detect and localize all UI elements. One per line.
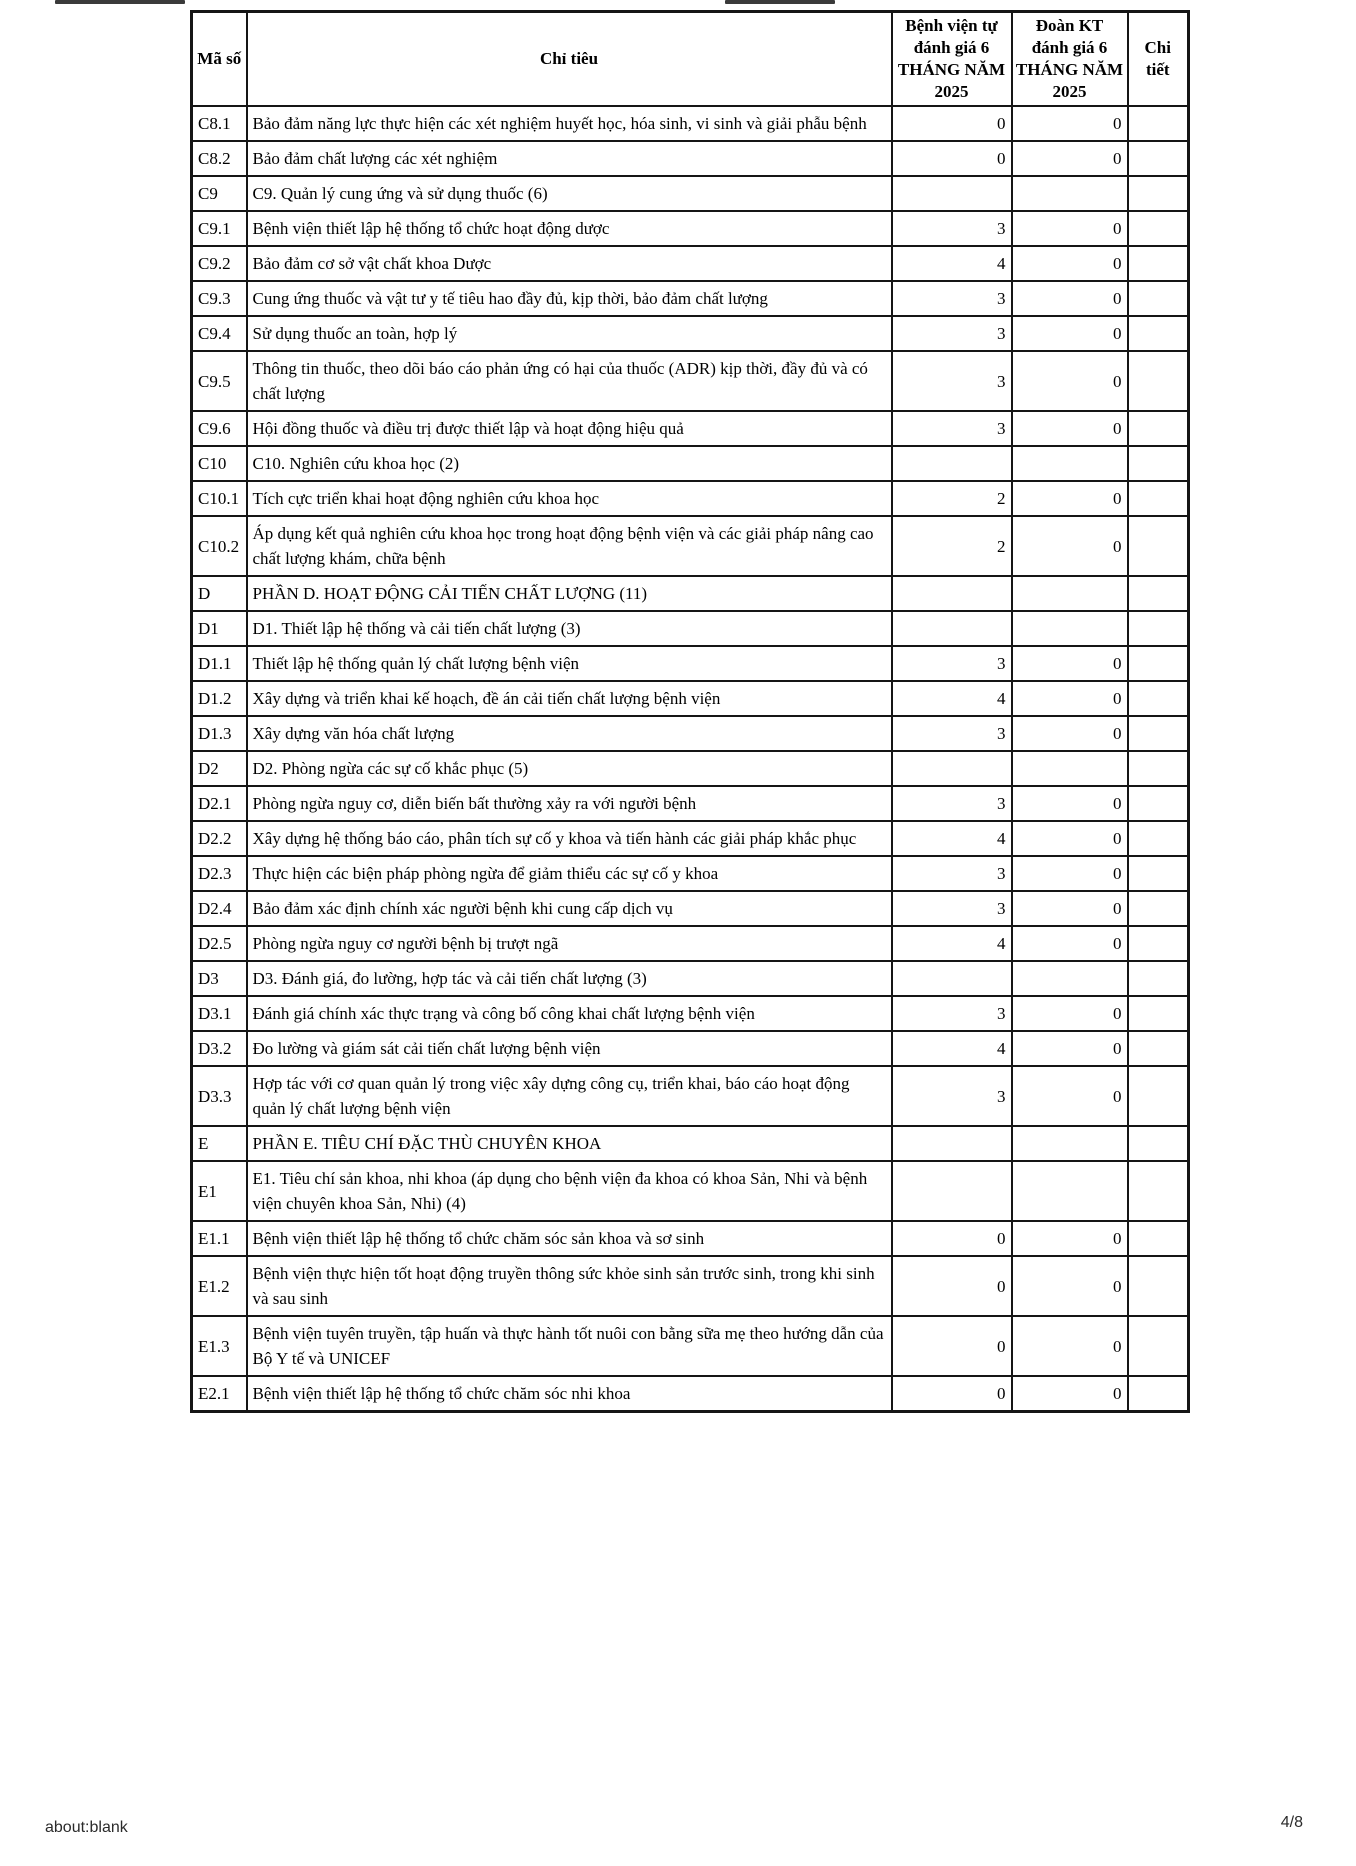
table-row	[192, 961, 1189, 996]
team-score-cell: 0	[1012, 141, 1128, 176]
team-score-cell: 0	[1012, 1256, 1128, 1316]
self-score-cell: 3	[892, 316, 1012, 351]
team-score-cell	[1012, 1126, 1128, 1161]
table-row	[192, 516, 1189, 576]
criteria-cell: Bảo đảm cơ sở vật chất khoa Dược	[247, 246, 892, 281]
table-row	[192, 1221, 1189, 1256]
self-score-cell	[892, 1161, 1012, 1221]
criteria-cell: Phòng ngừa nguy cơ người bệnh bị trượt ngã	[247, 926, 892, 961]
table-row	[192, 786, 1189, 821]
row-code-cell: C9	[192, 176, 247, 211]
self-score-cell: 3	[892, 856, 1012, 891]
criteria-cell: D3. Đánh giá, đo lường, hợp tác và cải tiến chất lượng (3)	[247, 961, 892, 996]
criteria-cell: Thiết lập hệ thống quản lý chất lượng bệnh viện	[247, 646, 892, 681]
row-code-cell: C9.2	[192, 246, 247, 281]
team-score-cell: 0	[1012, 996, 1128, 1031]
row-code-cell: D1	[192, 611, 247, 646]
assessment-table-body	[192, 106, 1189, 1412]
self-score-cell: 3	[892, 716, 1012, 751]
self-score-cell: 0	[892, 106, 1012, 141]
table-row	[192, 1031, 1189, 1066]
table-row	[192, 891, 1189, 926]
detail-cell	[1128, 1066, 1189, 1126]
self-score-cell: 0	[892, 1256, 1012, 1316]
self-score-cell	[892, 176, 1012, 211]
table-row	[192, 1066, 1189, 1126]
criteria-cell: Xây dựng hệ thống báo cáo, phân tích sự cố y khoa và tiến hành các giải pháp khắc phục	[247, 821, 892, 856]
self-score-cell	[892, 576, 1012, 611]
table-row	[192, 446, 1189, 481]
assessment-table-header	[192, 12, 1189, 107]
table-row	[192, 1256, 1189, 1316]
row-code-cell: C10	[192, 446, 247, 481]
detail-cell	[1128, 411, 1189, 446]
team-score-cell: 0	[1012, 481, 1128, 516]
table-row	[192, 646, 1189, 681]
team-score-cell: 0	[1012, 281, 1128, 316]
criteria-cell: D1. Thiết lập hệ thống và cải tiến chất lượng (3)	[247, 611, 892, 646]
team-score-cell: 0	[1012, 646, 1128, 681]
table-row	[192, 611, 1189, 646]
row-code-cell: D2.3	[192, 856, 247, 891]
row-code-cell: C9.5	[192, 351, 247, 411]
self-score-cell: 3	[892, 646, 1012, 681]
row-code-cell: D1.1	[192, 646, 247, 681]
criteria-cell: Bệnh viện thiết lập hệ thống tổ chức chăm sóc sản khoa và sơ sinh	[247, 1221, 892, 1256]
row-code-cell: D1.2	[192, 681, 247, 716]
team-score-cell: 0	[1012, 1221, 1128, 1256]
table-row	[192, 281, 1189, 316]
row-code-cell: D3.3	[192, 1066, 247, 1126]
team-score-cell: 0	[1012, 1376, 1128, 1412]
detail-cell	[1128, 926, 1189, 961]
criteria-cell: Bảo đảm chất lượng các xét nghiệm	[247, 141, 892, 176]
team-score-cell	[1012, 961, 1128, 996]
assessment-table	[190, 10, 1190, 1413]
self-score-cell	[892, 961, 1012, 996]
self-score-cell: 4	[892, 246, 1012, 281]
criteria-cell: Xây dựng và triển khai kế hoạch, đề án cải tiến chất lượng bệnh viện	[247, 681, 892, 716]
self-score-cell: 2	[892, 481, 1012, 516]
detail-cell	[1128, 211, 1189, 246]
table-row	[192, 751, 1189, 786]
criteria-cell: Bệnh viện thiết lập hệ thống tổ chức hoạt động dược	[247, 211, 892, 246]
detail-cell	[1128, 681, 1189, 716]
row-code-cell: D2.4	[192, 891, 247, 926]
detail-cell	[1128, 646, 1189, 681]
table-row	[192, 351, 1189, 411]
detail-cell	[1128, 106, 1189, 141]
table-row	[192, 481, 1189, 516]
row-code-cell: E1.1	[192, 1221, 247, 1256]
table-row	[192, 856, 1189, 891]
criteria-cell: Thực hiện các biện pháp phòng ngừa để giảm thiểu các sự cố y khoa	[247, 856, 892, 891]
row-code-cell: C9.1	[192, 211, 247, 246]
row-code-cell: E1.2	[192, 1256, 247, 1316]
detail-cell	[1128, 176, 1189, 211]
detail-cell	[1128, 996, 1189, 1031]
team-score-cell: 0	[1012, 516, 1128, 576]
row-code-cell: E1	[192, 1161, 247, 1221]
row-code-cell: D1.3	[192, 716, 247, 751]
self-score-cell	[892, 751, 1012, 786]
criteria-cell: Cung ứng thuốc và vật tư y tế tiêu hao đầy đủ, kịp thời, bảo đảm chất lượng	[247, 281, 892, 316]
self-score-cell: 0	[892, 1376, 1012, 1412]
self-score-cell: 0	[892, 1316, 1012, 1376]
detail-cell	[1128, 1161, 1189, 1221]
detail-cell	[1128, 1031, 1189, 1066]
table-row	[192, 316, 1189, 351]
detail-cell	[1128, 246, 1189, 281]
criteria-cell: C10. Nghiên cứu khoa học (2)	[247, 446, 892, 481]
team-score-cell: 0	[1012, 106, 1128, 141]
criteria-cell: E1. Tiêu chí sản khoa, nhi khoa (áp dụng cho bệnh viện đa khoa có khoa Sản, Nhi và bệnh viện chuyên khoa Sản, Nhi) (4)	[247, 1161, 892, 1221]
table-row	[192, 1161, 1189, 1221]
criteria-cell: Áp dụng kết quả nghiên cứu khoa học trong hoạt động bệnh viện và các giải pháp nâng cao chất lượng khám, chữa bệnh	[247, 516, 892, 576]
detail-cell	[1128, 351, 1189, 411]
criteria-cell: PHẦN E. TIÊU CHÍ ĐẶC THÙ CHUYÊN KHOA	[247, 1126, 892, 1161]
table-row	[192, 1316, 1189, 1376]
detail-cell	[1128, 516, 1189, 576]
team-score-cell: 0	[1012, 1066, 1128, 1126]
team-score-cell: 0	[1012, 351, 1128, 411]
self-score-cell: 0	[892, 1221, 1012, 1256]
detail-cell	[1128, 281, 1189, 316]
cutoff-text-artifact-right	[725, 0, 835, 4]
table-row	[192, 411, 1189, 446]
table-row	[192, 926, 1189, 961]
detail-cell	[1128, 821, 1189, 856]
criteria-cell: Phòng ngừa nguy cơ, diễn biến bất thường xảy ra với người bệnh	[247, 786, 892, 821]
row-code-cell: D	[192, 576, 247, 611]
row-code-cell: C9.6	[192, 411, 247, 446]
detail-cell	[1128, 576, 1189, 611]
table-row	[192, 106, 1189, 141]
criteria-cell: PHẦN D. HOẠT ĐỘNG CẢI TIẾN CHẤT LƯỢNG (11)	[247, 576, 892, 611]
detail-cell	[1128, 1316, 1189, 1376]
team-score-cell: 0	[1012, 1031, 1128, 1066]
team-score-cell	[1012, 176, 1128, 211]
self-score-cell: 3	[892, 1066, 1012, 1126]
detail-cell	[1128, 1126, 1189, 1161]
row-code-cell: C8.2	[192, 141, 247, 176]
row-code-cell: D3	[192, 961, 247, 996]
criteria-cell: Tích cực triển khai hoạt động nghiên cứu khoa học	[247, 481, 892, 516]
row-code-cell: C10.1	[192, 481, 247, 516]
team-score-cell: 0	[1012, 1316, 1128, 1376]
self-score-cell	[892, 1126, 1012, 1161]
table-row	[192, 246, 1189, 281]
detail-cell	[1128, 891, 1189, 926]
row-code-cell: D2.1	[192, 786, 247, 821]
team-score-cell	[1012, 446, 1128, 481]
self-score-cell: 4	[892, 821, 1012, 856]
self-score-cell	[892, 446, 1012, 481]
column-header-inspection-team: Đoàn KT đánh giá 6 THÁNG NĂM 2025	[1012, 12, 1128, 107]
row-code-cell: C9.4	[192, 316, 247, 351]
table-row	[192, 996, 1189, 1031]
detail-cell	[1128, 446, 1189, 481]
row-code-cell: D2	[192, 751, 247, 786]
self-score-cell: 3	[892, 786, 1012, 821]
criteria-cell: Bảo đảm xác định chính xác người bệnh khi cung cấp dịch vụ	[247, 891, 892, 926]
table-row	[192, 716, 1189, 751]
criteria-cell: D2. Phòng ngừa các sự cố khắc phục (5)	[247, 751, 892, 786]
criteria-cell: Thông tin thuốc, theo dõi báo cáo phản ứng có hại của thuốc (ADR) kịp thời, đầy đủ và có chất lượng	[247, 351, 892, 411]
self-score-cell: 4	[892, 681, 1012, 716]
criteria-cell: Bệnh viện tuyên truyền, tập huấn và thực hành tốt nuôi con bằng sữa mẹ theo hướng dẫn của Bộ Y tế và UNICEF	[247, 1316, 892, 1376]
self-score-cell: 3	[892, 351, 1012, 411]
footer-url: about:blank	[45, 1819, 128, 1836]
header-row	[192, 12, 1189, 107]
table-row	[192, 141, 1189, 176]
column-header-detail: Chi tiết	[1128, 12, 1189, 107]
cutoff-text-artifact-left	[55, 0, 185, 4]
table-row	[192, 821, 1189, 856]
criteria-cell: Đo lường và giám sát cải tiến chất lượng bệnh viện	[247, 1031, 892, 1066]
team-score-cell: 0	[1012, 316, 1128, 351]
self-score-cell: 3	[892, 211, 1012, 246]
detail-cell	[1128, 961, 1189, 996]
self-score-cell	[892, 611, 1012, 646]
self-score-cell: 3	[892, 411, 1012, 446]
team-score-cell: 0	[1012, 716, 1128, 751]
criteria-cell: Bảo đảm năng lực thực hiện các xét nghiệm huyết học, hóa sinh, vi sinh và giải phẫu bệnh	[247, 106, 892, 141]
row-code-cell: C10.2	[192, 516, 247, 576]
criteria-cell: C9. Quản lý cung ứng và sử dụng thuốc (6)	[247, 176, 892, 211]
self-score-cell: 3	[892, 891, 1012, 926]
team-score-cell: 0	[1012, 856, 1128, 891]
table-row	[192, 211, 1189, 246]
detail-cell	[1128, 856, 1189, 891]
table-row	[192, 1376, 1189, 1412]
self-score-cell: 3	[892, 996, 1012, 1031]
detail-cell	[1128, 716, 1189, 751]
row-code-cell: C9.3	[192, 281, 247, 316]
detail-cell	[1128, 611, 1189, 646]
row-code-cell: D3.1	[192, 996, 247, 1031]
self-score-cell: 3	[892, 281, 1012, 316]
criteria-cell: Bệnh viện thiết lập hệ thống tổ chức chăm sóc nhi khoa	[247, 1376, 892, 1412]
self-score-cell: 4	[892, 1031, 1012, 1066]
row-code-cell: D2.2	[192, 821, 247, 856]
team-score-cell	[1012, 751, 1128, 786]
detail-cell	[1128, 481, 1189, 516]
column-header-criteria: Chỉ tiêu	[247, 12, 892, 107]
row-code-cell: E	[192, 1126, 247, 1161]
self-score-cell: 4	[892, 926, 1012, 961]
detail-cell	[1128, 1376, 1189, 1412]
detail-cell	[1128, 141, 1189, 176]
criteria-cell: Đánh giá chính xác thực trạng và công bố công khai chất lượng bệnh viện	[247, 996, 892, 1031]
team-score-cell: 0	[1012, 821, 1128, 856]
team-score-cell: 0	[1012, 926, 1128, 961]
team-score-cell	[1012, 576, 1128, 611]
table-row	[192, 681, 1189, 716]
row-code-cell: C8.1	[192, 106, 247, 141]
criteria-cell: Bệnh viện thực hiện tốt hoạt động truyền thông sức khỏe sinh sản trước sinh, trong khi sinh và sau sinh	[247, 1256, 892, 1316]
row-code-cell: E1.3	[192, 1316, 247, 1376]
table-row	[192, 176, 1189, 211]
column-header-code: Mã số	[192, 12, 247, 107]
criteria-cell: Sử dụng thuốc an toàn, hợp lý	[247, 316, 892, 351]
detail-cell	[1128, 786, 1189, 821]
row-code-cell: D3.2	[192, 1031, 247, 1066]
row-code-cell: D2.5	[192, 926, 247, 961]
column-header-self-assessment: Bệnh viện tự đánh giá 6 THÁNG NĂM 2025	[892, 12, 1012, 107]
row-code-cell: E2.1	[192, 1376, 247, 1412]
team-score-cell	[1012, 1161, 1128, 1221]
detail-cell	[1128, 1256, 1189, 1316]
criteria-cell: Hội đồng thuốc và điều trị được thiết lập và hoạt động hiệu quả	[247, 411, 892, 446]
table-row	[192, 576, 1189, 611]
criteria-cell: Xây dựng văn hóa chất lượng	[247, 716, 892, 751]
self-score-cell: 0	[892, 141, 1012, 176]
team-score-cell: 0	[1012, 786, 1128, 821]
team-score-cell: 0	[1012, 246, 1128, 281]
team-score-cell	[1012, 611, 1128, 646]
team-score-cell: 0	[1012, 891, 1128, 926]
team-score-cell: 0	[1012, 681, 1128, 716]
detail-cell	[1128, 751, 1189, 786]
criteria-cell: Hợp tác với cơ quan quản lý trong việc xây dựng công cụ, triển khai, báo cáo hoạt động quản lý chất lượng bệnh viện	[247, 1066, 892, 1126]
team-score-cell: 0	[1012, 411, 1128, 446]
detail-cell	[1128, 1221, 1189, 1256]
detail-cell	[1128, 316, 1189, 351]
footer-page-number: 4/8	[1280, 1814, 1303, 1831]
self-score-cell: 2	[892, 516, 1012, 576]
team-score-cell: 0	[1012, 211, 1128, 246]
table-row	[192, 1126, 1189, 1161]
